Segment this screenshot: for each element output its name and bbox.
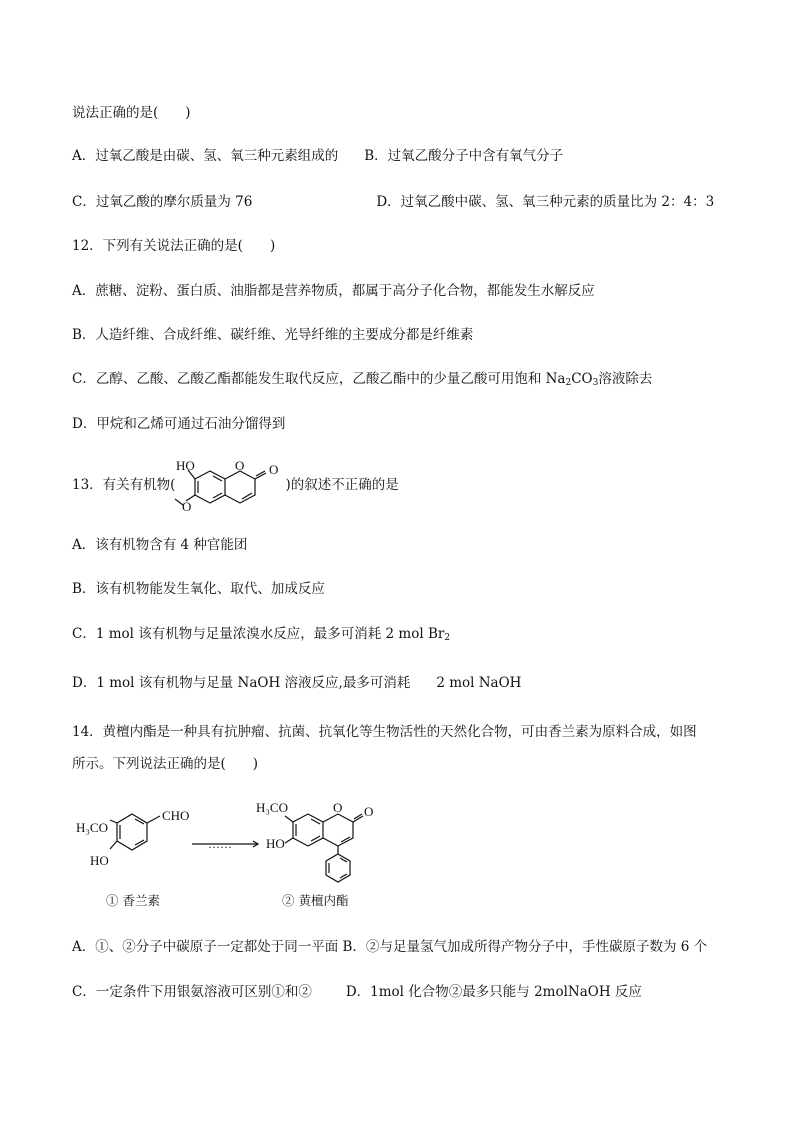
q14-option-c: C．一定条件下用银氨溶液可区别①和② [72,984,312,1000]
vanillin-methoxy-label: H₃CO [76,820,108,835]
q13-option-b: B．该有机物能发生氧化、取代、加成反应 [72,581,325,597]
vanillin-aldehyde-label: CHO [162,808,190,823]
caption-lactone: ② 黄檀内酯 [282,893,349,908]
q13-ho-label: HO [176,458,195,473]
lactone-hydroxy-label: HO [266,836,285,851]
q13-carbonyl-o-label: O [269,462,279,477]
q14-options-cd [72,982,642,1002]
q12-option-b: B．人造纤维、合成纤维、碳纤维、光导纤维的主要成分都是纤维素 [72,327,474,343]
q14-options-ab: A．①、②分子中碳原子一定都处于同一平面 B．②与足量氢气加成所得产物分子中，手性碳原子数为 6 个 [72,939,708,955]
reaction-arrow-dots: …… [208,837,232,851]
q11-options-ab [72,146,563,166]
q11-option-d: D．过氧乙酸中碳、氢、氧三种元素的质量比为 2：4：3 [376,194,715,210]
q11-options-cd [72,192,714,212]
q12-option-d: D．甲烷和乙烯可通过石油分馏得到 [72,416,286,432]
q14-stem-line1: 14．黄檀内酯是一种具有抗肿瘤、抗菌、抗氧化等生物活性的天然化合物，可由香兰素为原料合成，如图 [72,724,697,740]
q14-option-d: D．1mol 化合物②最多只能与 2molNaOH 反应 [345,984,642,1000]
q11-option-a: A．过氧乙酸是由碳、氢、氧三种元素组成的 [72,148,339,164]
q13-option-c: C．1 mol 该有机物与足量浓溴水反应，最多可消耗 2 mol $Br_2$ [72,626,451,643]
q13-stem: 13．有关有机物( )的叙述不正确的是 [72,477,399,493]
q14-reaction-scheme [70,792,410,892]
caption-vanillin: ① 香兰素 [106,893,160,908]
q11-option-b: B．过氧乙酸分子中含有氧气分子 [364,148,564,164]
q13-ring-o-label: O [235,458,245,473]
q13-methoxy-o-label: O [182,499,192,514]
q11-stem: 说法正确的是( ) [72,105,191,121]
q12-option-c: C．乙醇、乙酸、乙酸乙酯都能发生取代反应，乙酸乙酯中的少量乙酸可用饱和 $Na_2CO_3$溶液除去 [72,371,653,388]
lactone-ring-o-label: O [333,800,343,815]
q13-option-a: A．该有机物含有 4 种官能团 [72,537,248,553]
q12-stem: 12．下列有关说法正确的是( ) [72,238,276,254]
q12-option-a: A．蔗糖、淀粉、蛋白质、油脂都是营养物质，都属于高分子化合物，都能发生水解反应 [72,283,595,299]
q11-option-c: C．过氧乙酸的摩尔质量为 76 [72,194,253,210]
q13-structure [170,455,305,515]
lactone-carbonyl-o-label: O [364,804,374,819]
lactone-methoxy-label: H₃CO [256,800,288,815]
vanillin-hydroxy-label: HO [90,853,109,868]
q14-stem-line2: 所示。下列说法正确的是( ) [72,756,259,772]
q13-option-d: D．1 mol 该有机物与足量 NaOH 溶液反应,最多可消耗 2 mol NaOH [72,675,522,691]
